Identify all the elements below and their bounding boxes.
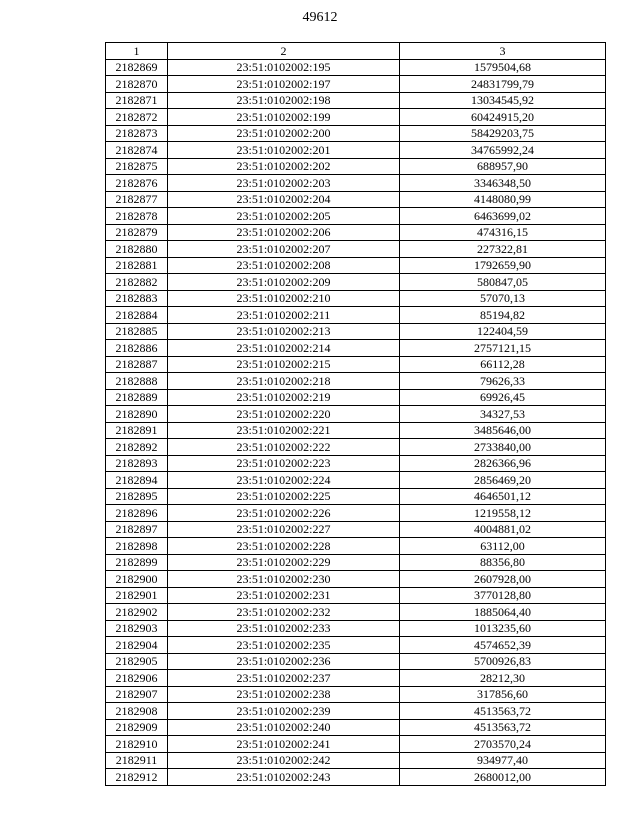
cadastral-number-cell: 23:51:0102002:202 <box>168 158 400 175</box>
value-cell: 63112,00 <box>400 538 606 555</box>
table-row <box>106 439 606 456</box>
table-row <box>106 571 606 588</box>
record-number-cell: 2182905 <box>106 653 168 670</box>
value-cell: 2826366,96 <box>400 455 606 472</box>
record-number-cell: 2182883 <box>106 290 168 307</box>
record-number-cell: 2182869 <box>106 59 168 76</box>
registry-table <box>105 42 606 786</box>
cadastral-number-cell: 23:51:0102002:218 <box>168 373 400 390</box>
record-number-cell: 2182880 <box>106 241 168 258</box>
table-row <box>106 620 606 637</box>
table-row <box>106 257 606 274</box>
table-row <box>106 769 606 786</box>
cadastral-number-cell: 23:51:0102002:223 <box>168 455 400 472</box>
table-row <box>106 356 606 373</box>
cadastral-number-cell: 23:51:0102002:215 <box>168 356 400 373</box>
table-row <box>106 719 606 736</box>
value-cell: 6463699,02 <box>400 208 606 225</box>
record-number-cell: 2182902 <box>106 604 168 621</box>
table-row <box>106 373 606 390</box>
value-cell: 4004881,02 <box>400 521 606 538</box>
value-cell: 2757121,15 <box>400 340 606 357</box>
table-row <box>106 505 606 522</box>
value-cell: 122404,59 <box>400 323 606 340</box>
table-row <box>106 241 606 258</box>
record-number-cell: 2182891 <box>106 422 168 439</box>
table-row <box>106 406 606 423</box>
record-number-cell: 2182890 <box>106 406 168 423</box>
record-number-cell: 2182872 <box>106 109 168 126</box>
cadastral-number-cell: 23:51:0102002:222 <box>168 439 400 456</box>
cadastral-number-cell: 23:51:0102002:227 <box>168 521 400 538</box>
table-row <box>106 389 606 406</box>
record-number-cell: 2182893 <box>106 455 168 472</box>
record-number-cell: 2182889 <box>106 389 168 406</box>
value-cell: 28212,30 <box>400 670 606 687</box>
table-row <box>106 554 606 571</box>
record-number-cell: 2182896 <box>106 505 168 522</box>
cadastral-number-cell: 23:51:0102002:243 <box>168 769 400 786</box>
value-cell: 1013235,60 <box>400 620 606 637</box>
value-cell: 580847,05 <box>400 274 606 291</box>
table-row <box>106 587 606 604</box>
table-row <box>106 637 606 654</box>
value-cell: 66112,28 <box>400 356 606 373</box>
record-number-cell: 2182875 <box>106 158 168 175</box>
table-row <box>106 224 606 241</box>
record-number-cell: 2182900 <box>106 571 168 588</box>
cadastral-number-cell: 23:51:0102002:237 <box>168 670 400 687</box>
record-number-cell: 2182898 <box>106 538 168 555</box>
table-row <box>106 422 606 439</box>
cadastral-number-cell: 23:51:0102002:230 <box>168 571 400 588</box>
table-row <box>106 538 606 555</box>
record-number-cell: 2182903 <box>106 620 168 637</box>
cadastral-number-cell: 23:51:0102002:239 <box>168 703 400 720</box>
record-number-cell: 2182899 <box>106 554 168 571</box>
table-row <box>106 158 606 175</box>
record-number-cell: 2182895 <box>106 488 168 505</box>
value-cell: 3485646,00 <box>400 422 606 439</box>
value-cell: 3770128,80 <box>400 587 606 604</box>
cadastral-number-cell: 23:51:0102002:198 <box>168 92 400 109</box>
cadastral-number-cell: 23:51:0102002:206 <box>168 224 400 241</box>
record-number-cell: 2182886 <box>106 340 168 357</box>
record-number-cell: 2182871 <box>106 92 168 109</box>
table-row <box>106 488 606 505</box>
value-cell: 2680012,00 <box>400 769 606 786</box>
value-cell: 317856,60 <box>400 686 606 703</box>
cadastral-number-cell: 23:51:0102002:225 <box>168 488 400 505</box>
table-row <box>106 191 606 208</box>
value-cell: 4513563,72 <box>400 719 606 736</box>
record-number-cell: 2182907 <box>106 686 168 703</box>
cadastral-number-cell: 23:51:0102002:219 <box>168 389 400 406</box>
cadastral-number-cell: 23:51:0102002:197 <box>168 76 400 93</box>
column-header-2: 2 <box>168 43 400 60</box>
table-row <box>106 208 606 225</box>
cadastral-number-cell: 23:51:0102002:236 <box>168 653 400 670</box>
table-row <box>106 670 606 687</box>
cadastral-number-cell: 23:51:0102002:203 <box>168 175 400 192</box>
cadastral-number-cell: 23:51:0102002:209 <box>168 274 400 291</box>
record-number-cell: 2182870 <box>106 76 168 93</box>
cadastral-number-cell: 23:51:0102002:235 <box>168 637 400 654</box>
cadastral-number-cell: 23:51:0102002:231 <box>168 587 400 604</box>
column-header-1: 1 <box>106 43 168 60</box>
record-number-cell: 2182888 <box>106 373 168 390</box>
record-number-cell: 2182894 <box>106 472 168 489</box>
table-row <box>106 703 606 720</box>
record-number-cell: 2182877 <box>106 191 168 208</box>
record-number-cell: 2182882 <box>106 274 168 291</box>
table-row <box>106 455 606 472</box>
value-cell: 79626,33 <box>400 373 606 390</box>
record-number-cell: 2182910 <box>106 736 168 753</box>
table-row <box>106 92 606 109</box>
value-cell: 2733840,00 <box>400 439 606 456</box>
table-row <box>106 125 606 142</box>
value-cell: 60424915,20 <box>400 109 606 126</box>
column-header-3: 3 <box>400 43 606 60</box>
cadastral-number-cell: 23:51:0102002:213 <box>168 323 400 340</box>
page-number: 49612 <box>302 10 338 25</box>
record-number-cell: 2182873 <box>106 125 168 142</box>
value-cell: 2703570,24 <box>400 736 606 753</box>
record-number-cell: 2182879 <box>106 224 168 241</box>
cadastral-number-cell: 23:51:0102002:232 <box>168 604 400 621</box>
table-row <box>106 653 606 670</box>
value-cell: 4148080,99 <box>400 191 606 208</box>
value-cell: 1792659,90 <box>400 257 606 274</box>
table-row <box>106 109 606 126</box>
table-row <box>106 752 606 769</box>
cadastral-number-cell: 23:51:0102002:210 <box>168 290 400 307</box>
table-body <box>106 59 606 785</box>
table-header-row <box>106 43 606 60</box>
value-cell: 34327,53 <box>400 406 606 423</box>
value-cell: 13034545,92 <box>400 92 606 109</box>
value-cell: 1885064,40 <box>400 604 606 621</box>
cadastral-number-cell: 23:51:0102002:199 <box>168 109 400 126</box>
cadastral-number-cell: 23:51:0102002:240 <box>168 719 400 736</box>
cadastral-number-cell: 23:51:0102002:224 <box>168 472 400 489</box>
table-row <box>106 340 606 357</box>
record-number-cell: 2182909 <box>106 719 168 736</box>
cadastral-number-cell: 23:51:0102002:228 <box>168 538 400 555</box>
value-cell: 2607928,00 <box>400 571 606 588</box>
table-row <box>106 604 606 621</box>
record-number-cell: 2182892 <box>106 439 168 456</box>
record-number-cell: 2182897 <box>106 521 168 538</box>
value-cell: 85194,82 <box>400 307 606 324</box>
value-cell: 2856469,20 <box>400 472 606 489</box>
value-cell: 688957,90 <box>400 158 606 175</box>
value-cell: 1579504,68 <box>400 59 606 76</box>
cadastral-number-cell: 23:51:0102002:205 <box>168 208 400 225</box>
cadastral-number-cell: 23:51:0102002:214 <box>168 340 400 357</box>
cadastral-number-cell: 23:51:0102002:201 <box>168 142 400 159</box>
record-number-cell: 2182901 <box>106 587 168 604</box>
record-number-cell: 2182904 <box>106 637 168 654</box>
cadastral-number-cell: 23:51:0102002:204 <box>168 191 400 208</box>
table-row <box>106 686 606 703</box>
record-number-cell: 2182874 <box>106 142 168 159</box>
cadastral-number-cell: 23:51:0102002:195 <box>168 59 400 76</box>
table-row <box>106 76 606 93</box>
record-number-cell: 2182887 <box>106 356 168 373</box>
value-cell: 24831799,79 <box>400 76 606 93</box>
cadastral-number-cell: 23:51:0102002:208 <box>168 257 400 274</box>
value-cell: 5700926,83 <box>400 653 606 670</box>
table-row <box>106 323 606 340</box>
record-number-cell: 2182878 <box>106 208 168 225</box>
value-cell: 4646501,12 <box>400 488 606 505</box>
cadastral-number-cell: 23:51:0102002:221 <box>168 422 400 439</box>
cadastral-number-cell: 23:51:0102002:242 <box>168 752 400 769</box>
record-number-cell: 2182912 <box>106 769 168 786</box>
value-cell: 474316,15 <box>400 224 606 241</box>
value-cell: 4513563,72 <box>400 703 606 720</box>
cadastral-number-cell: 23:51:0102002:200 <box>168 125 400 142</box>
value-cell: 34765992,24 <box>400 142 606 159</box>
table-row <box>106 142 606 159</box>
table-row <box>106 274 606 291</box>
value-cell: 57070,13 <box>400 290 606 307</box>
value-cell: 3346348,50 <box>400 175 606 192</box>
cadastral-number-cell: 23:51:0102002:226 <box>168 505 400 522</box>
table-row <box>106 736 606 753</box>
value-cell: 4574652,39 <box>400 637 606 654</box>
table-row <box>106 307 606 324</box>
record-number-cell: 2182906 <box>106 670 168 687</box>
record-number-cell: 2182876 <box>106 175 168 192</box>
value-cell: 934977,40 <box>400 752 606 769</box>
cadastral-number-cell: 23:51:0102002:220 <box>168 406 400 423</box>
value-cell: 58429203,75 <box>400 125 606 142</box>
value-cell: 227322,81 <box>400 241 606 258</box>
cadastral-number-cell: 23:51:0102002:238 <box>168 686 400 703</box>
value-cell: 1219558,12 <box>400 505 606 522</box>
table-row <box>106 175 606 192</box>
cadastral-number-cell: 23:51:0102002:207 <box>168 241 400 258</box>
cadastral-number-cell: 23:51:0102002:241 <box>168 736 400 753</box>
cadastral-number-cell: 23:51:0102002:233 <box>168 620 400 637</box>
record-number-cell: 2182911 <box>106 752 168 769</box>
record-number-cell: 2182881 <box>106 257 168 274</box>
record-number-cell: 2182885 <box>106 323 168 340</box>
cadastral-number-cell: 23:51:0102002:229 <box>168 554 400 571</box>
table-row <box>106 472 606 489</box>
record-number-cell: 2182884 <box>106 307 168 324</box>
table-row <box>106 59 606 76</box>
cadastral-number-cell: 23:51:0102002:211 <box>168 307 400 324</box>
table-row <box>106 521 606 538</box>
record-number-cell: 2182908 <box>106 703 168 720</box>
value-cell: 69926,45 <box>400 389 606 406</box>
value-cell: 88356,80 <box>400 554 606 571</box>
table-row <box>106 290 606 307</box>
